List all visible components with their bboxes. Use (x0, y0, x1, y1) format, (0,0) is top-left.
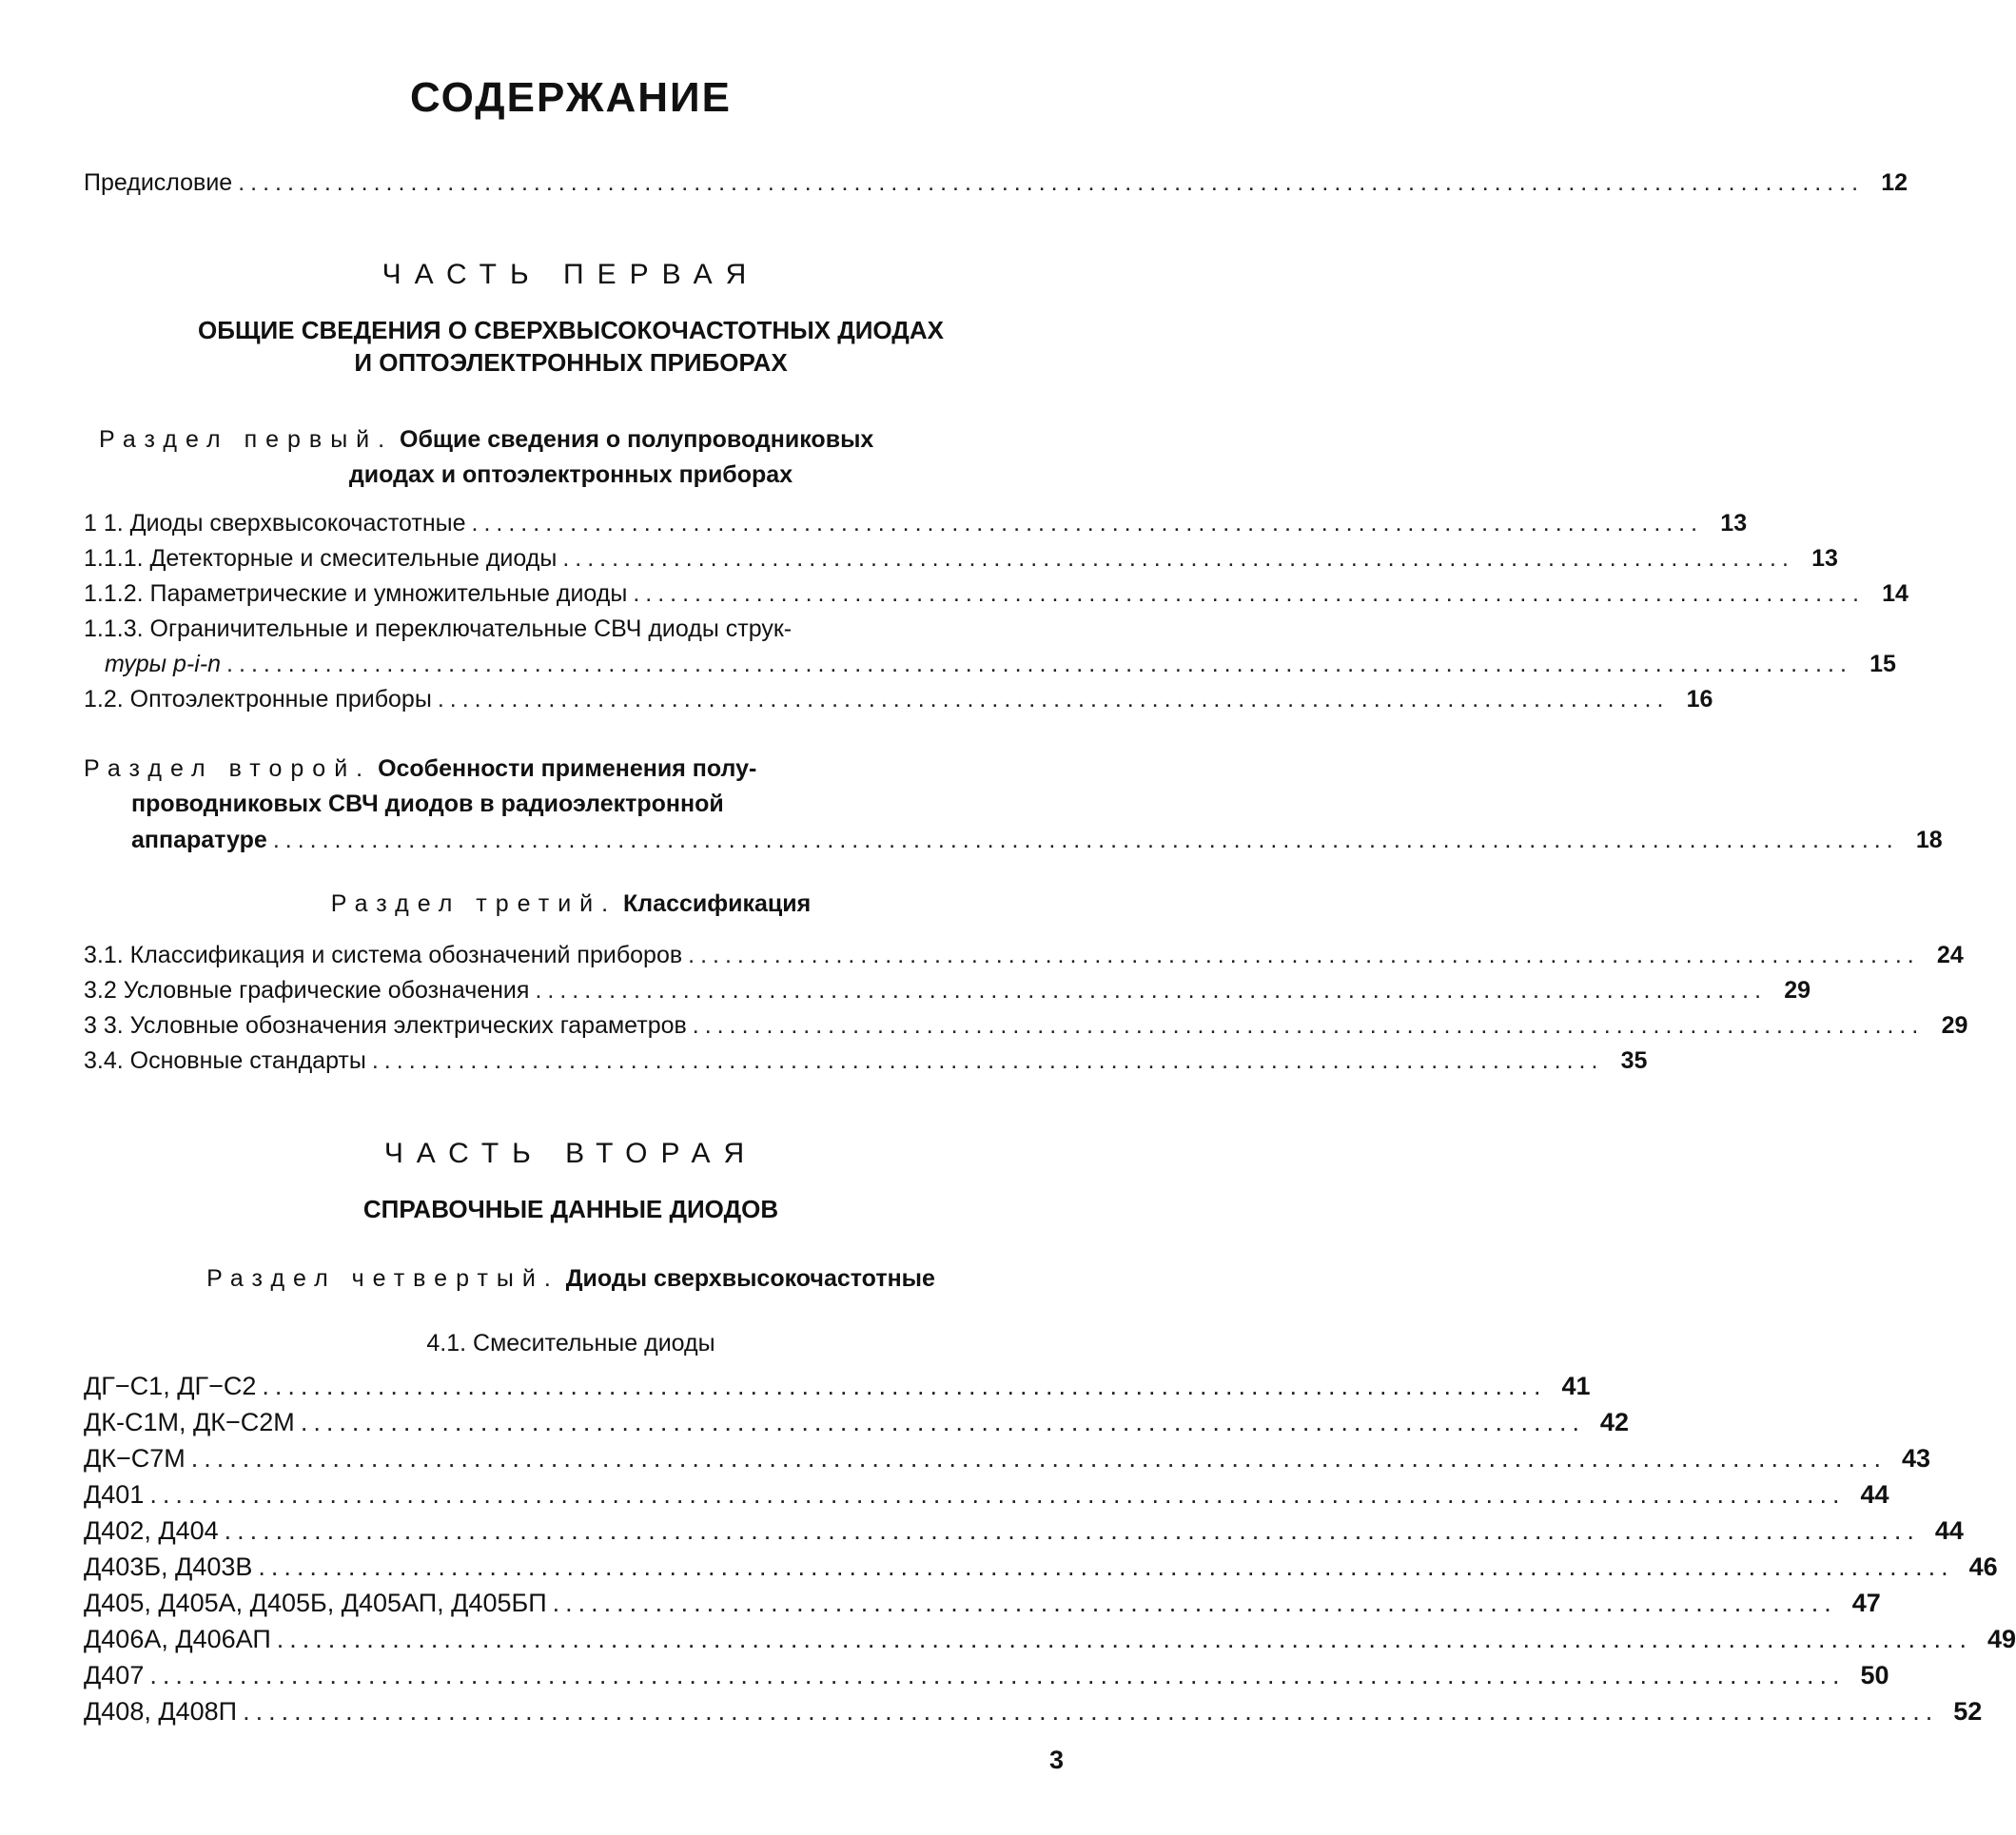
toc-entry-page: 16 (1686, 686, 1713, 713)
toc-entry[interactable] (84, 1370, 1591, 1402)
leader-dots: .................................................................................................... (692, 1012, 1925, 1039)
toc-entry-label: 3.2 Условные графические обозначения (84, 977, 530, 1004)
toc-entry-preface[interactable] (84, 166, 1908, 199)
leader-dots: .................................................................................................... (371, 1047, 1604, 1074)
toc-entry[interactable] (84, 1551, 1998, 1583)
toc-entry[interactable] (84, 1514, 1964, 1547)
section-one-title-line2: диодах и оптоэлектронных приборах (348, 461, 793, 488)
toc-entry-label: ДК−С7М (84, 1444, 186, 1473)
leader-dots: .................................................................................................................................... (238, 169, 1865, 196)
toc-entry-label: Д405, Д405А, Д405Б, Д405АП, Д405БП (84, 1589, 547, 1617)
toc-entry[interactable] (84, 1478, 1889, 1511)
leader-dots: .................................................................................................... (688, 942, 1920, 968)
toc-entry-page: 43 (1901, 1444, 1930, 1473)
toc-entry-label: 1.1.1. Детекторные и смесительные диоды (84, 545, 558, 572)
section-three-prefix: Раздел третий. (330, 890, 617, 917)
leader-dots: .................................................................................................................................... (243, 1697, 1939, 1726)
toc-entry-page: 44 (1860, 1480, 1889, 1509)
toc-entry-label: Предисловие (84, 169, 233, 196)
leader-dots: .................................................................................................... (300, 1408, 1585, 1436)
leader-dots: .................................................................................................................................... (149, 1480, 1846, 1509)
toc-entry-page: 47 (1851, 1589, 1881, 1617)
toc-entry-page: 14 (1882, 580, 1908, 607)
toc-entry-label: Д406А, Д406АП (84, 1625, 271, 1653)
page-number: 3 (1048, 1746, 1064, 1774)
section-two-title-line2: проводниковых СВЧ диодов в радиоэлектронной (131, 791, 724, 817)
toc-entry-label: 3 3. Условные обозначения электрических гараметров (84, 1012, 687, 1039)
leader-dots: .................................................................................................... (633, 580, 1865, 607)
toc-entry-label-wrapped: 1.1.3. Ограничительные и переключательные СВЧ диоды струк- (84, 615, 793, 642)
toc-entry-label: ДГ−С1, ДГ−С2 (84, 1372, 257, 1400)
part-one-title-line2: И ОПТОЭЛЕКТРОННЫХ ПРИБОРАХ (354, 348, 788, 377)
leader-dots: .................................................................................................................................... (226, 651, 1852, 677)
section-two-prefix: Раздел второй. (84, 755, 372, 782)
toc-entry-label: 1.2. Оптоэлектронные приборы (84, 686, 432, 713)
toc-entry-page: 49 (1987, 1625, 2016, 1653)
leader-dots: .................................................................................................................................... (224, 1516, 1920, 1545)
section-two-heading-line2 (131, 787, 1064, 822)
part-one-label: ЧАСТЬ ПЕРВАЯ (382, 259, 760, 290)
toc-entry-label: 3.4. Основные стандарты (84, 1047, 366, 1074)
toc-entry[interactable] (105, 648, 1896, 680)
toc-entry[interactable] (84, 683, 1713, 715)
leader-dots: .................................................................................................................................... (272, 827, 1899, 853)
section-three-heading (0, 887, 1142, 922)
toc-entry-page: 24 (1936, 942, 1964, 968)
leader-dots: .................................................................................................................................... (276, 1625, 1972, 1653)
toc-entry-page: 13 (1720, 510, 1748, 537)
toc-entry[interactable] (84, 1695, 1983, 1728)
leader-dots: .................................................................................................................................... (149, 1661, 1846, 1689)
toc-entry-label: ДК-С1М, ДК−С2М (84, 1408, 295, 1436)
toc-entry-page: 13 (1811, 545, 1838, 572)
toc-entry-label: Д408, Д408П (84, 1697, 238, 1726)
section-three-title: Классификация (623, 890, 812, 917)
toc-entry[interactable] (84, 577, 1908, 610)
section-two-title-line3: аппаратуре (131, 827, 267, 853)
section-one-title-line1: Общие сведения о полупроводниковых (400, 426, 874, 453)
leader-dots: .................................................................................................... (535, 977, 1768, 1004)
section-one-heading (99, 422, 1050, 458)
section-two-title-line1: Особенности применения полу- (378, 755, 757, 782)
toc-entry-label: туры p-i-n (105, 651, 222, 677)
toc-entry[interactable] (84, 1623, 2016, 1655)
toc-entry-section-two[interactable] (131, 824, 1943, 856)
toc-entry[interactable] (84, 1009, 1968, 1042)
leader-dots: .................................................................................................... (562, 545, 1794, 572)
section-four-prefix: Раздел четвертый. (206, 1265, 559, 1292)
toc-entry-page: 18 (1915, 827, 1943, 853)
section-two-heading (84, 752, 1064, 787)
toc-entry-page: 42 (1599, 1408, 1629, 1436)
toc-entry-label: Д403Б, Д403В (84, 1552, 253, 1581)
toc-entry[interactable] (84, 974, 1811, 1006)
toc-entry-page: 29 (1941, 1012, 1968, 1039)
toc-entry[interactable] (84, 1406, 1629, 1438)
leader-dots: .................................................................................................................................... (190, 1444, 1887, 1473)
toc-entry-page: 50 (1860, 1661, 1889, 1689)
toc-entry[interactable] (84, 1659, 1889, 1691)
toc-entry-label: 1.1.2. Параметрические и умножительные диоды (84, 580, 628, 607)
leader-dots: .................................................................................................................................... (258, 1552, 1954, 1581)
section-one-prefix: Раздел первый. (99, 426, 394, 453)
subsection-title: 4.1. Смесительные диоды (426, 1330, 715, 1357)
section-four-title: Диоды сверхвысокочастотные (565, 1265, 935, 1292)
part-two-label: ЧАСТЬ ВТОРАЯ (383, 1138, 758, 1169)
toc-entry-page: 46 (1968, 1552, 1998, 1581)
toc-entry-page: 29 (1784, 977, 1811, 1004)
toc-entry-page: 44 (1934, 1516, 1964, 1545)
toc-entry-page: 41 (1561, 1372, 1591, 1400)
toc-entry[interactable] (84, 939, 1964, 971)
part-two-title: СПРАВОЧНЫЕ ДАННЫЕ ДИОДОВ (362, 1195, 779, 1223)
toc-entry-page: 52 (1953, 1697, 1983, 1726)
toc-entry[interactable] (84, 1442, 1930, 1474)
page-title: СОДЕРЖАНИЕ (409, 74, 733, 121)
toc-entry[interactable] (84, 1587, 1881, 1619)
toc-entry[interactable] (84, 542, 1838, 575)
leader-dots: .................................................................................................... (552, 1589, 1837, 1617)
part-one-title-line1: ОБЩИЕ СВЕДЕНИЯ О СВЕРХВЫСОКОЧАСТОТНЫХ ДИОДАХ (198, 316, 944, 344)
leader-dots: .................................................................................................... (262, 1372, 1547, 1400)
toc-entry-label: Д407 (84, 1661, 145, 1689)
toc-entry-label: Д402, Д404 (84, 1516, 219, 1545)
toc-entry-label: Д401 (84, 1480, 145, 1509)
toc-entry[interactable] (84, 1044, 1648, 1077)
section-one-heading-line2 (0, 458, 1142, 493)
toc-entry-page: 12 (1881, 169, 1908, 196)
toc-entry-label: 3.1. Классификация и система обозначений приборов (84, 942, 683, 968)
toc-entry-page: 35 (1620, 1047, 1648, 1074)
section-four-heading (0, 1261, 1142, 1297)
leader-dots: .................................................................................................... (437, 686, 1670, 713)
toc-entry-label: 1 1. Диоды сверхвысокочастотные (84, 510, 466, 537)
toc-entry[interactable] (84, 507, 1748, 539)
leader-dots: .................................................................................................... (471, 510, 1704, 537)
toc-entry-page: 15 (1869, 651, 1896, 677)
